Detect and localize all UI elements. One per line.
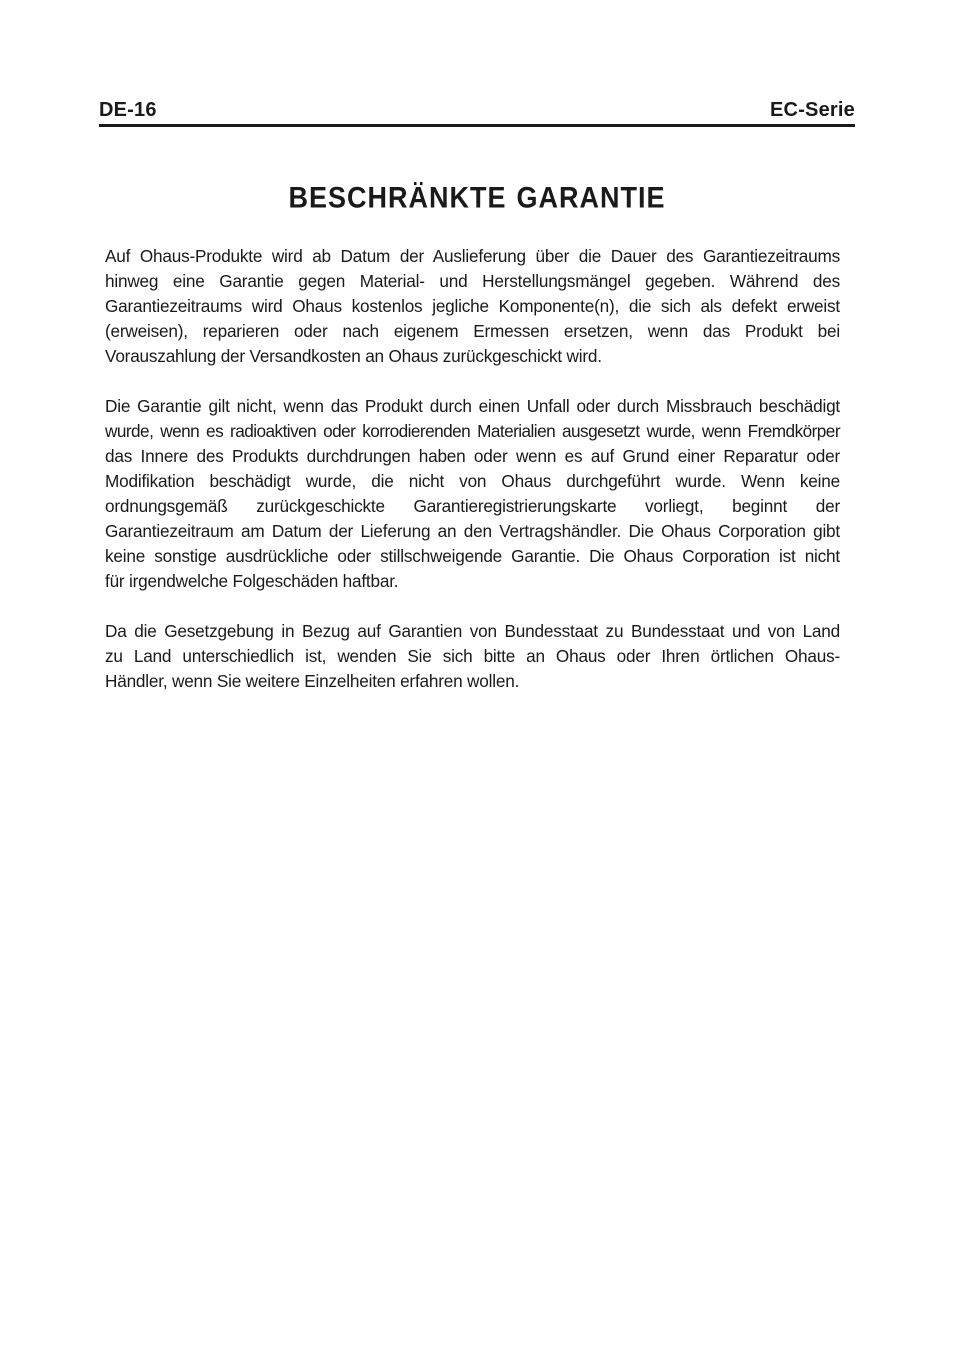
title-word-1: BESCHRÄNKTE (288, 181, 507, 215)
text-line: (erweisen), reparieren oder nach eigenem Ermessen ersetzen, wenn das Produkt bei (105, 321, 840, 341)
warranty-text (105, 244, 840, 719)
text-line: Garantiezeitraum am Datum der Lieferung an den Vertragshändler. Die Ohaus Corporation gibt (105, 521, 840, 541)
text-line: Händler, wenn Sie weitere Einzelheiten erfahren wollen. (105, 671, 520, 691)
text-line: das Innere des Produkts durchdrungen haben oder wenn es auf Grund einer Reparatur oder (105, 446, 840, 466)
page-number: DE-16 (99, 99, 157, 121)
text-line: zu Land unterschiedlich ist, wenden Sie sich bitte an Ohaus oder Ihren örtlichen Ohaus- (105, 646, 840, 666)
paragraph-warranty-exclusions (105, 394, 840, 594)
paragraph-warranty-coverage (105, 244, 840, 369)
text-line: ordnungsgemäß zurückgeschickte Garantieregistrierungskarte vorliegt, beginnt der (105, 496, 840, 516)
text-line: Garantiezeitraums wird Ohaus kostenlos jegliche Komponente(n), die sich als defekt erweist (105, 296, 840, 316)
text-line: Die Garantie gilt nicht, wenn das Produkt durch einen Unfall oder durch Missbrauch beschädigt (105, 396, 840, 416)
text-line: Da die Gesetzgebung in Bezug auf Garantien von Bundesstaat zu Bundesstaat und von Land (105, 621, 840, 641)
series-name: EC-Serie (770, 99, 855, 121)
paragraph-legislation-note (105, 619, 840, 694)
text-line: Modifikation beschädigt wurde, die nicht von Ohaus durchgeführt wurde. Wenn keine (105, 471, 840, 491)
text-line: Auf Ohaus-Produkte wird ab Datum der Auslieferung über die Dauer des Garantiezeitraums (105, 246, 840, 266)
text-line: hinweg eine Garantie gegen Material- und Herstellungsmängel gegeben. Während des (105, 271, 840, 291)
text-line: Vorauszahlung der Versandkosten an Ohaus zurückgeschickt wird. (105, 346, 602, 366)
text-line: für irgendwelche Folgeschäden haftbar. (105, 571, 399, 591)
title-word-2: GARANTIE (516, 181, 666, 215)
page-title (0, 179, 954, 218)
text-line: keine sonstige ausdrückliche oder stillschweigende Garantie. Die Ohaus Corporation ist nicht (105, 546, 840, 566)
text-line: wurde, wenn es radioaktiven oder korrodierenden Materialien ausgesetzt wurde, wenn Fremdkörper (105, 421, 840, 441)
page-header (99, 98, 855, 127)
